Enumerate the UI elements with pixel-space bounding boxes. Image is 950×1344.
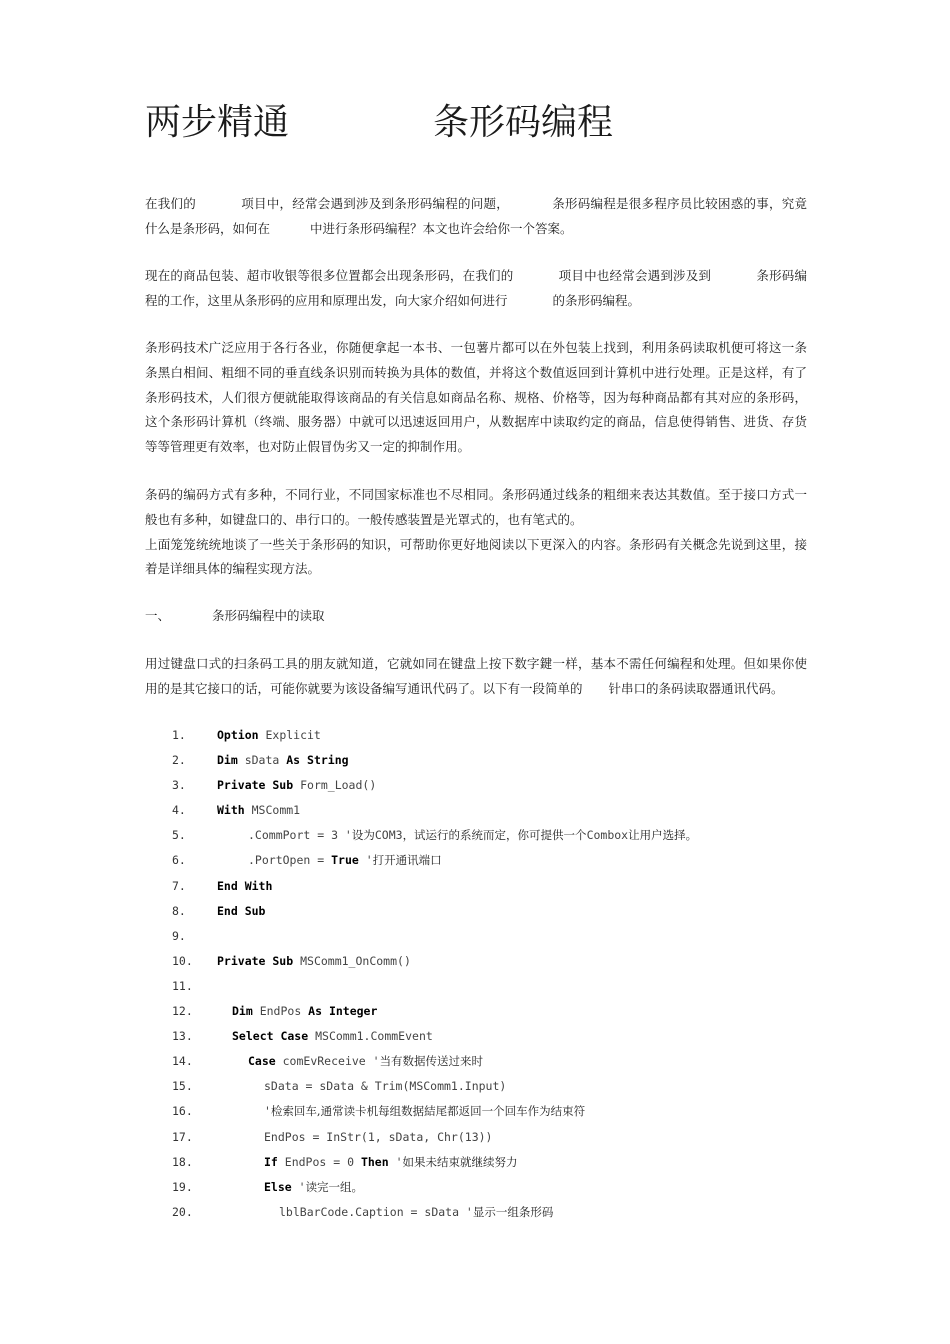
paragraph-reading: 用过键盘口式的扫条码工具的朋友就知道，它就如同在键盘上按下数字鍵一样，基本不需任何编程和处理。但如果你使用的是其它接口的话，可能你就要为该设备编写通讯代码了。以下有一段简单的 针串口的条码读取器通讯代码。 (145, 656, 807, 696)
code-line: 18. If EndPos = 0 Then '如果未结束就继续努力 (172, 1154, 518, 1169)
code-line: 15. sData = sData & Trim(MSComm1.Input) (172, 1079, 507, 1094)
title-part-2: 条形码编程 (433, 102, 614, 143)
code-line: 12. Dim EndPos As Integer (172, 1004, 378, 1019)
code-line: 13. Select Case MSComm1.CommEvent (172, 1029, 433, 1044)
paragraph-encoding-line-2: 上面笼笼统统地谈了一些关于条形码的知识，可帮助你更好地阅读以下更深入的内容。条形码有关概念先说到这里，接着是详细具体的编程实现方法。 (145, 536, 807, 577)
code-line: 14. Case comEvReceive '当有数据传送过来时 (172, 1054, 484, 1069)
code-listing (145, 723, 845, 1225)
code-line: 2. Dim sData As String (172, 753, 349, 768)
code-line: 5. .CommPort = 3 '设为COM3，试运行的系统而定，你可提供一个Combox让用户选择。 (172, 828, 698, 843)
code-line: 1. Option Explicit (172, 728, 321, 742)
code-line: 9. (172, 928, 186, 943)
code-line: 16. '检索回车,通常读卡机每组数据結尾都返回一个回车作为结束符 (172, 1104, 586, 1119)
code-line: 3. Private Sub Form_Load() (172, 778, 377, 793)
code-line: 6. .PortOpen = True '打开通讯端口 (172, 853, 442, 868)
code-line: 20. lblBarCode.Caption = sData '显示一组条形码 (172, 1204, 554, 1219)
code-line: 17. EndPos = InStr(1, sData, Chr(13)) (172, 1129, 493, 1144)
code-line: 11. (172, 978, 193, 993)
paragraph-context: 现在的商品包装、超市收银等很多位置都会出现条形码，在我们的 项目中也经常会遇到涉及到 条形码编程的工作，这里从条形码的应用和原理出发，向大家介绍如何进行 的条形码编程。 (145, 268, 807, 308)
section-number: 一、 (145, 608, 171, 623)
title-part-1: 两步精通 (145, 102, 290, 143)
code-line: 19. Else '读完一组。 (172, 1179, 364, 1194)
section-title: 条形码编程中的读取 (212, 608, 325, 623)
code-line: 4. With MSComm1 (172, 803, 301, 818)
code-line: 7. End With (172, 878, 273, 893)
paragraph-intro: 在我们的 项目中，经常会遇到涉及到条形码编程的问题， 条形码编程是很多程序员比较困惑的事，究竟什么是条形码，如何在 中进行条形码编程？本文也许会给你一个答案。 (145, 196, 807, 236)
code-line: 10. Private Sub MSComm1_OnComm() (172, 953, 411, 968)
paragraph-encoding-line-1: 条码的编码方式有多种，不同行业，不同国家标准也不尽相同。条形码通过线条的粗细来表达其数值。至于接口方式一般也有多种，如键盘口的、串行口的。一般传感装置是光罩式的，也有笔式的。 (145, 487, 807, 527)
paragraph-technology: 条形码技术广泛应用于各行各业，你随便拿起一本书、一包薯片都可以在外包装上找到，利用条码读取机便可将这一条条黑白相间、粗细不同的垂直线条识别而转换为具体的数值，并将这个数值返回到计算机中进行处理。正是这样，有了条形码技术，人们很方便就能取得该商品的有关信息如商品名称、规格、价格等，因为每种商品都有其对应的条形码，这个条形码计算机（终端、服务器）中就可以迅速返回用户，从数据库中读取约定的商品，信息使得销售、进货、存货等等管理更有效率，也对防止假冒伪劣又一定的抑制作用。 (145, 340, 807, 455)
code-line: 8. End Sub (172, 903, 266, 918)
paragraph-encoding (145, 483, 807, 582)
section-heading (145, 604, 325, 629)
